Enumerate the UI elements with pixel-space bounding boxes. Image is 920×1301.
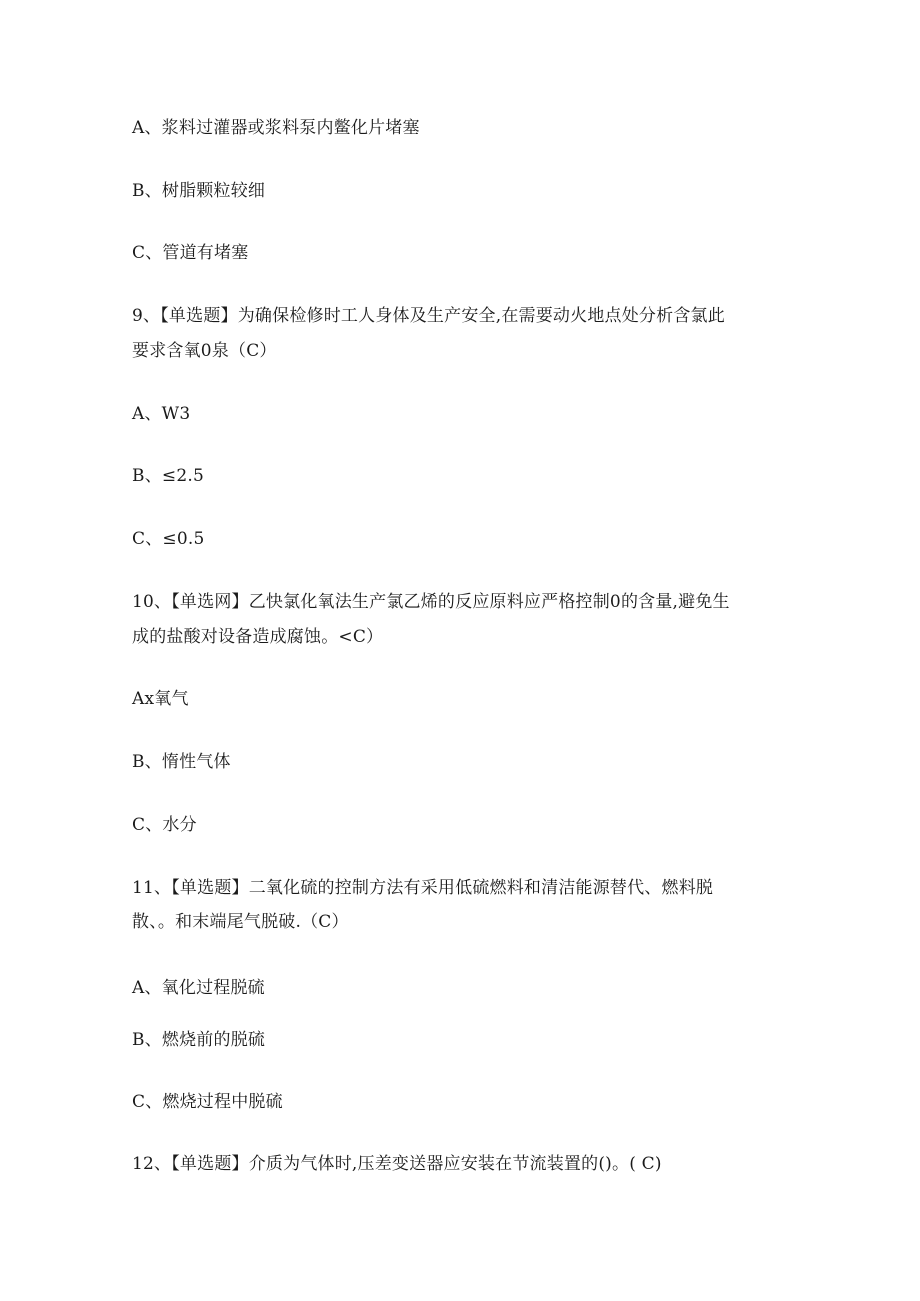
q9-question-line1: 9、【单选题】为确保检修时工人身体及生产安全,在需要动火地点处分析含氯此 [132, 306, 725, 326]
q10-option-a: Ax氧气 [132, 689, 189, 709]
q8-option-a: A、浆料过灌器或浆料泵内鳖化片堵塞 [132, 118, 420, 138]
q11-option-c: C、燃烧过程中脱硫 [132, 1092, 283, 1112]
q9-question-line2: 要求含氧0泉（C） [132, 341, 277, 361]
q11-question-line1: 11、【单选题】二氧化硫的控制方法有采用低硫燃料和清洁能源替代、燃料脱 [132, 878, 714, 898]
q11-option-b: B、燃烧前的脱硫 [132, 1030, 266, 1050]
q9-option-a: A、W3 [132, 404, 191, 424]
q12-question-line1: 12、【单选题】介质为气体时,压差变送器应安装在节流装置的()。( C) [132, 1154, 662, 1174]
q8-option-b: B、树脂颗粒较细 [132, 181, 266, 201]
q11-option-a: A、氧化过程脱硫 [132, 978, 265, 998]
q10-option-b: B、惰性气体 [132, 752, 231, 772]
q8-option-c: C、管道有堵塞 [132, 243, 249, 263]
q11-question-line2: 散、。和末端尾气脱破.（C） [132, 912, 349, 932]
q10-question-line1: 10、【单选网】乙快氯化氧法生产氯乙烯的反应原料应严格控制0的含量,避免生 [132, 592, 730, 612]
q10-question-line2: 成的盐酸对设备造成腐蚀。<C） [132, 627, 384, 647]
q10-option-c: C、水分 [132, 815, 197, 835]
q9-option-c: C、≤0.5 [132, 529, 205, 549]
q9-option-b: B、≤2.5 [132, 466, 204, 486]
